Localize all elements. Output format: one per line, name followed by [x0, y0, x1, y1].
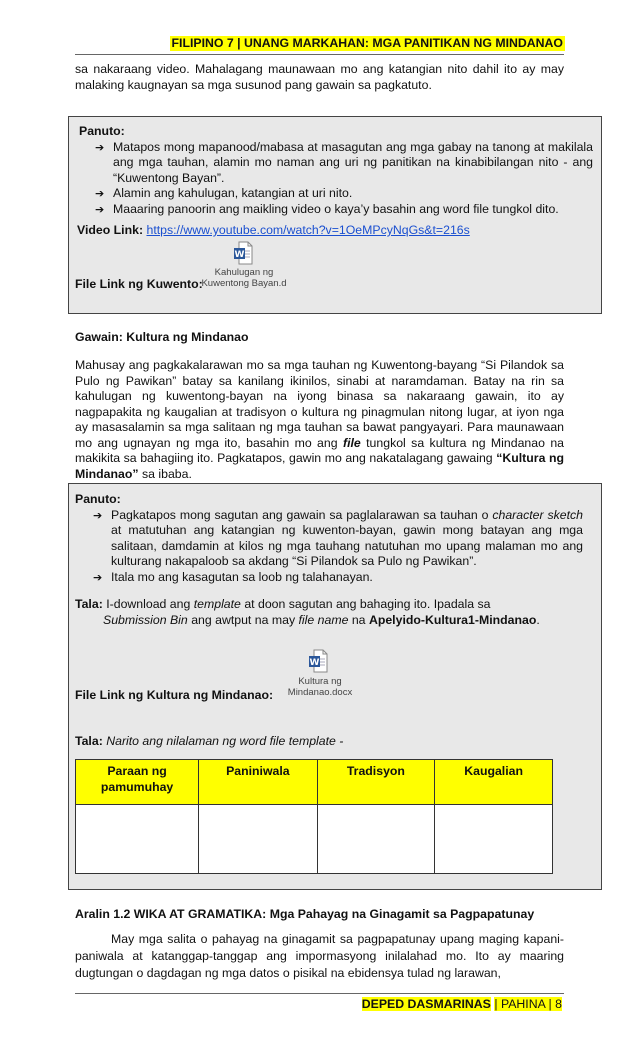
template-table — [75, 759, 553, 874]
file-link-label: File Link ng Kuwento: — [75, 277, 203, 291]
page-header-title: FILIPINO 7 | UNANG MARKAHAN: MGA PANITIKAN NG MINDANAO — [171, 36, 563, 50]
panuto-list — [75, 508, 583, 586]
panuto-list — [77, 140, 593, 218]
video-link-row — [77, 223, 593, 239]
list-item: ➔ Itala mo ang kasagutan sa loob ng talahanayan. — [75, 570, 583, 586]
file-caption: Kahulugan ng Kuwentong Bayan.d — [201, 267, 287, 289]
table-header: Tradisyon — [317, 760, 435, 805]
video-link[interactable]: https://www.youtube.com/watch?v=1OeMPcyNqGs&t=216s — [146, 223, 470, 237]
table-header: Kaugalian — [435, 760, 553, 805]
tala-paragraph: Tala: I-download ang template at doon sagutan ang bahaging ito. Ipadala sa Submission Bin ang awtput na may file name na Apelyido-Kultura1-Mindanao. — [75, 597, 540, 627]
table-header: Paniniwala — [199, 760, 317, 805]
footer-page: | PAHINA | 8 — [494, 997, 562, 1011]
footer-rule — [75, 993, 564, 994]
list-item: ➔ Pagkatapos mong sagutan ang gawain sa paglalarawan sa tauhan o character sketch at matutuhan ang katangian ng kuwenton-bayan, gawin mong batayan ang mga salitaan, damdamin at kilos ng mga tauhang natutuhan mo upang malaman mo ang kulturang nakapaloob sa akdang “Si Pilandok sa Pulo ng Pawikan”. — [75, 508, 583, 570]
list-item: ➔ Maaaring panoorin ang maikling video o kaya’y basahin ang word file tungkol dito. — [77, 202, 593, 218]
table-cell — [435, 805, 553, 874]
tala2-line: Tala: Narito ang nilalaman ng word file template - — [75, 734, 344, 748]
table-header: Paraan ng pamumuhay — [76, 760, 199, 805]
table-cell — [317, 805, 435, 874]
table-cell — [199, 805, 317, 874]
file-link-label: File Link ng Kultura ng Mindanao: — [75, 688, 274, 702]
list-item: ➔ Matapos mong mapanood/mabasa at masagutan ang mga gabay na tanong at makilala ang mga tauhan, alamin mo naman ang uri ng panitikan na kinabibilangan nito - ang “Kuwentong Bayan”. — [77, 140, 593, 187]
table-header-row — [76, 760, 553, 805]
file-caption: Kultura ng Mindanao.docx — [287, 676, 353, 698]
gawain-title: Gawain: Kultura ng Mindanao — [75, 330, 249, 344]
panuto-label: Panuto: — [79, 124, 125, 138]
word-document-icon[interactable] — [308, 649, 328, 673]
table-row — [76, 805, 553, 874]
svg-text:W: W — [234, 250, 245, 260]
panuto-box-2 — [68, 483, 602, 890]
aralin-paragraph: May mga salita o pahayag na ginagamit sa pagpapatunay upang maging kapani-paniwala at katanggap-tanggap ang impormasyong inilalahad mo. Ito ay maaring dugtungan o dagdagan ng mga datos o pisikal na ebidensya tulad ng larawan, — [75, 932, 564, 980]
aralin-title: Aralin 1.2 WIKA AT GRAMATIKA: Mga Pahayag na Ginagamit sa Pagpapatunay — [75, 907, 535, 921]
page-footer — [360, 997, 564, 1012]
word-document-icon[interactable] — [233, 241, 253, 265]
video-link-label: Video Link: — [77, 223, 144, 237]
table-cell — [76, 805, 199, 874]
gawain-paragraph: Mahusay ang pagkakalarawan mo sa mga tauhan ng Kuwentong-bayang “Si Pilandok sa Pulo ng Pawikan” batay sa kanilang ikinilos, sinabi at naramdaman. Batay na rin sa kahulugan ng kuwentong-bayan na iyong binasa sa nakaraang gawain, ito ay nagpapakita ng kaugalian at tradisyon o kultura ng pinagmulan nitong lugar, at iyon nga ay masasalamin sa mga salitaan ng mga tauhan sa bawat pangyayari. Para maunawaan mo ang ugnayan ng mga ito, basahin mo ang file tungkol sa kultura ng Mindanao na makikita sa bahagiing ito. Pagkatapos, gawin mo ang nakatalagang gawaing “Kultura ng Mindanao” sa ibaba. — [75, 358, 564, 481]
panuto-box-1 — [68, 116, 602, 314]
panuto-label: Panuto: — [75, 492, 121, 506]
svg-text:W: W — [309, 658, 320, 668]
header-rule — [75, 54, 564, 55]
intro-paragraph: sa nakaraang video. Mahalagang maunawaan mo ang katangian nito dahil ito ay may malaking kaugnayan sa mga susunod pang gawain sa pagkatuto. — [75, 62, 564, 92]
list-item: ➔ Alamin ang kahulugan, katangian at uri nito. — [77, 186, 593, 202]
footer-school: DEPED DASMARINAS — [361, 997, 491, 1011]
